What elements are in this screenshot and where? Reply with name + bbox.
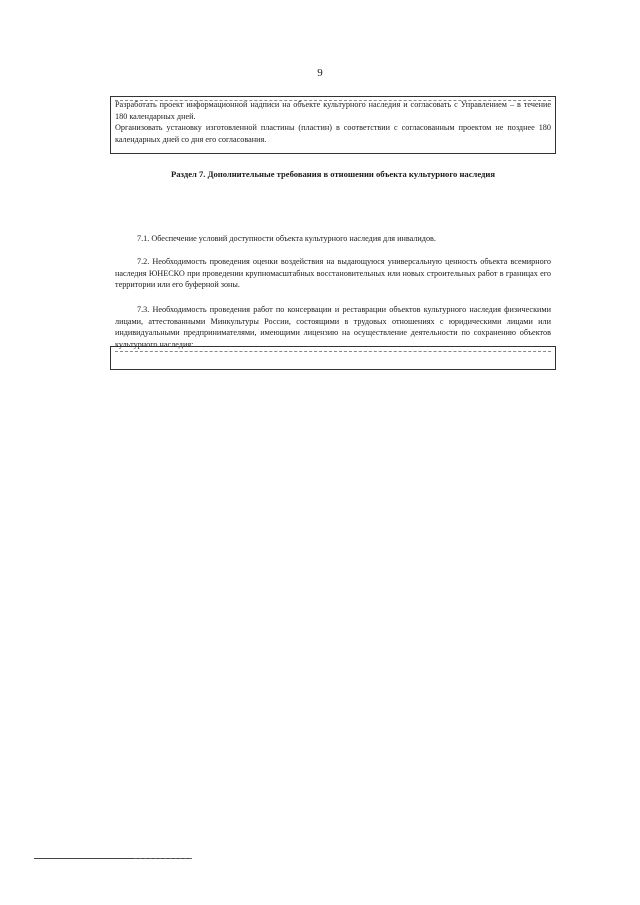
paragraph-7-1: 7.1. Обеспечение условий доступности объекта культурного наследия для инвалидов.: [137, 234, 436, 243]
top-requirements-box: [110, 96, 556, 154]
requirement-text-1: Разработать проект информационной надписи на объекте культурного наследия и согласовать с Управлением – в течение 180 календарных дней.: [115, 100, 551, 121]
footer-rule: [34, 858, 192, 859]
section-heading: Раздел 7. Дополнительные требования в отношении объекта культурного наследия: [171, 169, 495, 179]
requirement-text-2: Организовать установку изготовленной пластины (пластин) в соответствии с согласованным проектом не позднее 180 календарных дней со дня его согласования.: [115, 123, 551, 144]
paragraph-7-2: 7.2. Необходимость проведения оценки воздействия на выдающуюся универсальную ценность объекта всемирного наследия ЮНЕСКО при проведении крупномасштабных восстановительных или новых строительных работ в границах его территории или его буферной зоны.: [115, 257, 551, 290]
dashed-divider: [115, 100, 551, 101]
paragraph-7-3: 7.3. Необходимость проведения работ по консервации и реставрации объектов культурного наследия физическими лицами, аттестованными Минкультуры России, состоящими в трудовых отношениях с юридическими лицами или индивидуальными предпринимателями, имеющими лицензию на осуществление деятельности по сохранению объектов культурного наследия:: [115, 305, 551, 349]
dashed-divider: [115, 351, 551, 352]
empty-fill-box: [110, 346, 556, 370]
page-number: 9: [317, 67, 323, 79]
